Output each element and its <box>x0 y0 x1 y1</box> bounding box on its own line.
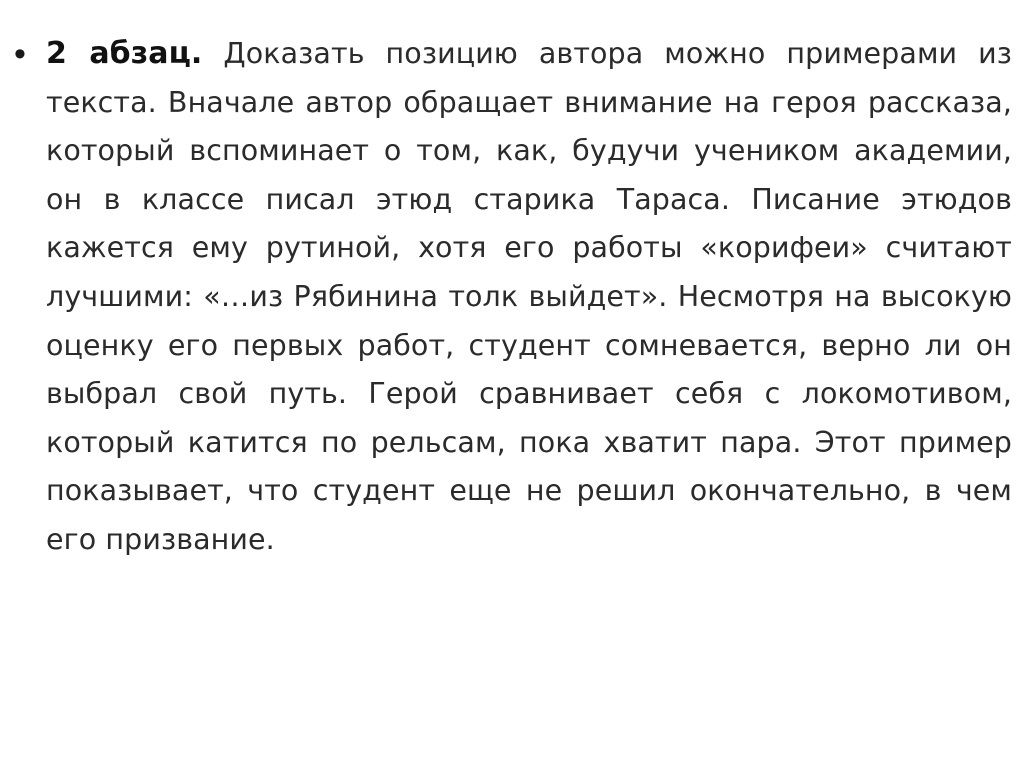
bullet-item <box>14 30 1014 565</box>
paragraph-heading: 2 абзац. <box>46 36 203 71</box>
paragraph-text <box>46 30 1012 565</box>
bullet-point: • <box>14 35 26 73</box>
paragraph-body: Доказать позицию автора можно примерами из текста. Вначале автор обращает внимание на героя рассказа, который вспоминает о том, как, будучи учеником академии, он в классе писал этюд старика Тараса. Писание этюдов кажется ему рутиной, хотя его работы «корифеи» считают лучшими: «…из Рябинина толк выйдет». Несмотря на высокую оценку его первых работ, студент сомневается, верно ли он выбрал свой путь. Герой сравнивает себя с локомотивом, который катится по рельсам, пока хватит пара. Этот пример показывает, что студент еще не решил окончательно, в чем его призвание. <box>46 37 1012 556</box>
